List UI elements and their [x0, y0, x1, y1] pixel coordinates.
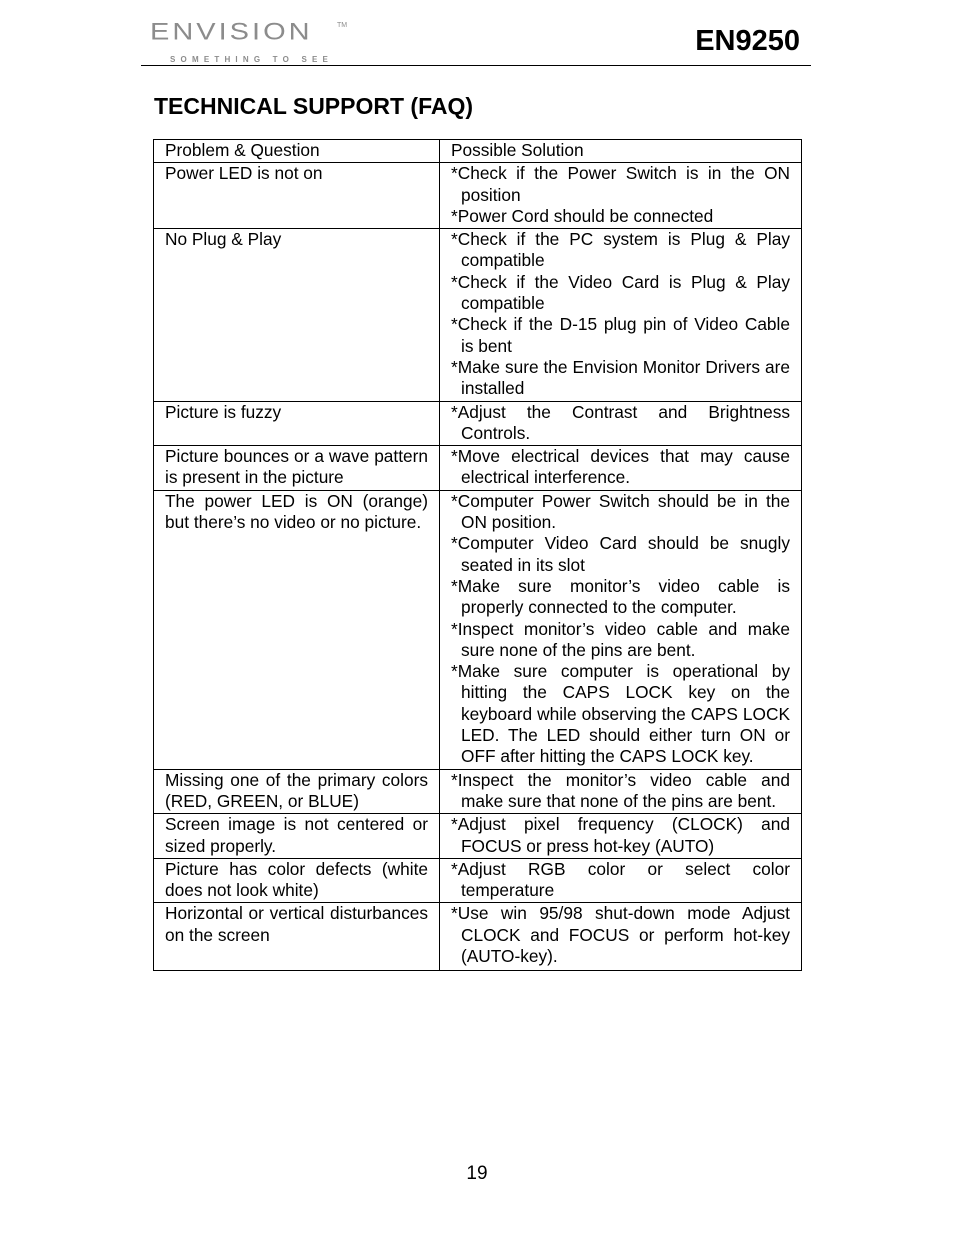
- solution-item: *Check if the Power Switch is in the ON position: [451, 163, 790, 205]
- solution-item: *Use win 95/98 shut-down mode Adjust CLOCK and FOCUS or perform hot-key (AUTO-key).: [451, 903, 790, 966]
- solution-item: *Adjust RGB color or select color temperature: [451, 858, 790, 901]
- solution-cell: [440, 858, 802, 903]
- solution-item: *Adjust pixel frequency (CLOCK) and FOCUS or press hot-key (AUTO): [451, 814, 790, 856]
- logo-wordmark: ENVISION: [150, 18, 313, 46]
- page-number: 19: [466, 1163, 488, 1184]
- table-row: [154, 490, 802, 769]
- model-number: EN9250: [695, 25, 800, 57]
- solution-cell: [440, 401, 802, 446]
- problem-cell: Picture bounces or a wave pattern is present in the picture: [154, 446, 440, 491]
- solution-cell: [440, 446, 802, 491]
- solution-cell: [440, 163, 802, 229]
- table-row: [154, 903, 802, 971]
- solution-item: *Make sure monitor’s video cable is properly connected to the computer.: [451, 575, 790, 618]
- problem-cell: Picture is fuzzy: [154, 401, 440, 446]
- faq-table: [153, 139, 802, 971]
- solution-cell: [440, 814, 802, 859]
- solution-cell: [440, 769, 802, 814]
- solution-item: *Check if the PC system is Plug & Play compatible: [451, 229, 790, 271]
- problem-cell: Picture has color defects (white does not look white): [154, 858, 440, 903]
- table-row: [154, 814, 802, 859]
- table-row: [154, 401, 802, 446]
- solution-item: *Computer Power Switch should be in the ON position.: [451, 490, 790, 533]
- logo-tagline: SOMETHING TO SEE: [170, 55, 334, 64]
- solution-item: *Check if the Video Card is Plug & Play compatible: [451, 271, 790, 314]
- table-row: [154, 446, 802, 491]
- solution-item: *Move electrical devices that may cause electrical interference.: [451, 446, 790, 488]
- solution-item: *Power Cord should be connected: [451, 205, 714, 226]
- problem-cell: Screen image is not centered or sized properly.: [154, 814, 440, 859]
- table-header-row: [154, 140, 802, 163]
- problem-cell: The power LED is ON (orange) but there’s no video or no picture.: [154, 490, 440, 769]
- problem-cell: Power LED is not on: [154, 163, 440, 229]
- section-title: TECHNICAL SUPPORT (FAQ): [154, 93, 474, 119]
- solution-item: *Check if the D-15 plug pin of Video Cable is bent: [451, 314, 790, 356]
- table-row: [154, 229, 802, 401]
- solution-item: *Inspect monitor’s video cable and make sure none of the pins are bent.: [451, 618, 790, 660]
- column-header-problem: Problem & Question: [154, 140, 440, 163]
- solution-item: *Make sure the Envision Monitor Drivers are installed: [451, 356, 790, 399]
- problem-cell: Horizontal or vertical disturbances on the screen: [154, 903, 440, 971]
- header-divider: [141, 65, 811, 66]
- table-row: [154, 858, 802, 903]
- column-header-solution: Possible Solution: [440, 140, 802, 163]
- problem-cell: No Plug & Play: [154, 229, 440, 401]
- logo-trademark: TM: [337, 22, 348, 29]
- solution-cell: [440, 229, 802, 401]
- envision-logo: [150, 16, 350, 68]
- table-row: [154, 163, 802, 229]
- solution-cell: [440, 490, 802, 769]
- solution-item: *Inspect the monitor’s video cable and make sure that none of the pins are bent.: [451, 769, 790, 811]
- solution-item: *Computer Video Card should be snugly seated in its slot: [451, 533, 790, 575]
- solution-cell: [440, 903, 802, 971]
- solution-item: *Adjust the Contrast and Brightness Controls.: [451, 401, 790, 443]
- table-row: [154, 769, 802, 814]
- problem-cell: Missing one of the primary colors (RED, GREEN, or BLUE): [154, 769, 440, 814]
- solution-item: *Make sure computer is operational by hitting the CAPS LOCK key on the keyboard while observing the CAPS LOCK LED. The LED should either turn ON or OFF after hitting the CAPS LOCK key.: [451, 661, 790, 767]
